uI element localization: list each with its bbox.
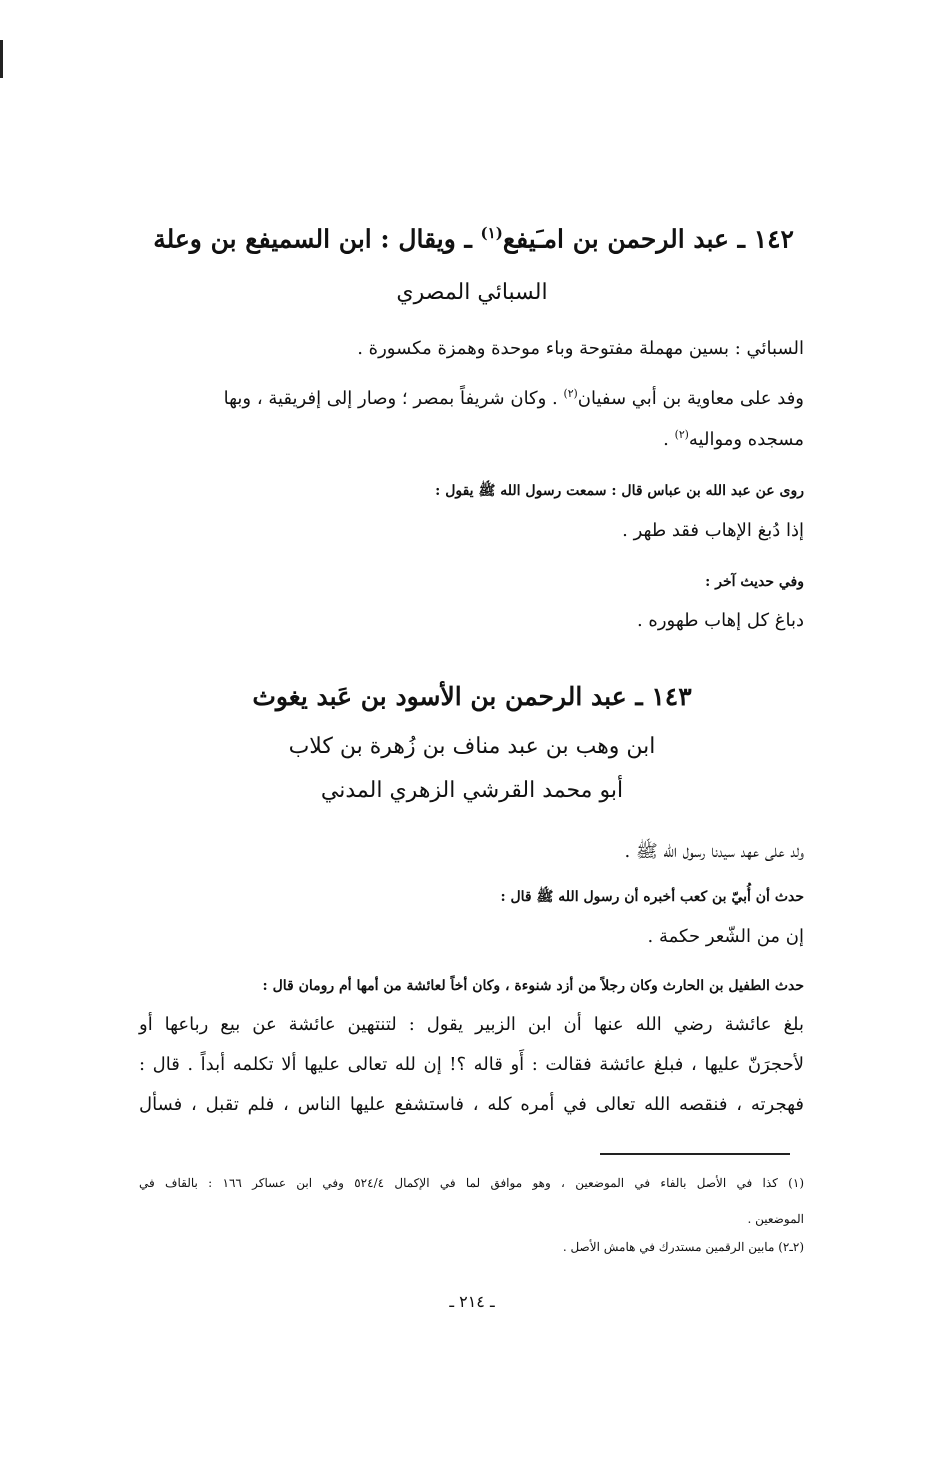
footnote-2: (٢ـ٢) مابين الرقمين مستدرك في هامش الأصل . [562, 1240, 804, 1254]
entry-142-subheading: السبائي المصري [396, 280, 548, 305]
footnote-1-line-1: (١) كذا في الأصل بالفاء في الموضعين ، وهو موافق لما في الإكمال ٥٢٤/٤ وفي ابن عساكر ١٦٦ : بالقاف في [139, 1176, 804, 1190]
entry-142-heading-rest: ـ ويقال : ابن السميفع بن وعلة [153, 224, 481, 254]
page-number: ـ ٢١٤ ـ [449, 1292, 495, 1311]
entry-143-paragraph-1: ولد على عهد سيدنا رسول الله ﷺ . [624, 841, 804, 862]
entry-142-heading-text: ١٤٢ ـ عبد الرحمن بن امـَيفع [502, 224, 794, 254]
entry-143-hadith-1: إن من الشّعر حكمة . [647, 926, 804, 947]
entry-142-hadith-1: إذا دُبغ الإهاب فقد طهر . [622, 520, 804, 541]
entry-143-body-line-3: فهجرته ، فنقصه الله تعالى في أمره كله ، فاستشفع عليها الناس ، فلم تقبل ، فسأل [139, 1094, 804, 1115]
entry-143-kunya: أبو محمد القرشي الزهري المدني [320, 778, 624, 803]
entry-143-body-line-1: بلغ عائشة رضي الله عنها أن ابن الزبير يقول : لتنتهين عائشة عن بيع رباعها أو [139, 1014, 804, 1035]
entry-143-heading: ١٤٣ ـ عبد الرحمن بن الأسود بن عَبد يغوث [252, 682, 692, 711]
footnote-ref-1: (١) [480, 224, 503, 242]
footnote-ref-2a: (٢) [563, 387, 578, 400]
entry-143-lineage: ابن وهب بن عبد مناف بن زُهرة بن كلاب [288, 734, 656, 759]
entry-142-heading [153, 224, 794, 253]
entry-142-p2-text-a: وفد على معاوية بن أبي سفيان [577, 388, 804, 409]
entry-143-narration-1: حدث أن أُبيّ بن كعب أخبره أن رسول الله ﷺ قال : [500, 889, 804, 905]
entry-143-body-line-2: لأحجرَنّ عليها ، فبلغ عائشة فقالت : أَو قاله ؟! إن لله تعالى عليها ألا تكلمه أبداً . قال : [139, 1054, 804, 1075]
entry-142-paragraph-2-line-2 [663, 428, 804, 450]
footnote-separator [600, 1153, 790, 1155]
entry-142-hadith-2: دباغ كل إهاب طهوره . [636, 610, 804, 631]
scan-edge-mark [0, 40, 3, 78]
entry-142-p2-line2-a: مسجده ومواليه [688, 429, 804, 450]
footnote-1-line-2: الموضعين . [747, 1212, 804, 1226]
entry-142-p2-text-b: . وكان شريفاً بمصر ؛ وصار إلى إفريقية ، وبها [223, 388, 564, 409]
entry-143-narration-2: حدث الطفيل بن الحارث وكان رجلاً من أزد شنوءة ، وكان أخاً لعائشة من أمها أم رومان قال : [262, 978, 804, 994]
entry-142-paragraph-1: السبائي : بسين مهملة مفتوحة وباء موحدة وهمزة مكسورة . [357, 338, 804, 359]
entry-142-p2-line2-b: . [663, 429, 675, 450]
footnote-ref-2b: (٢) [674, 428, 689, 441]
entry-142-narration-1: روى عن عبد الله بن عباس قال : سمعت رسول الله ﷺ يقول : [435, 483, 804, 499]
entry-142-paragraph-2-line-1 [224, 387, 804, 409]
entry-142-narration-2: وفي حديث آخر : [705, 574, 804, 590]
